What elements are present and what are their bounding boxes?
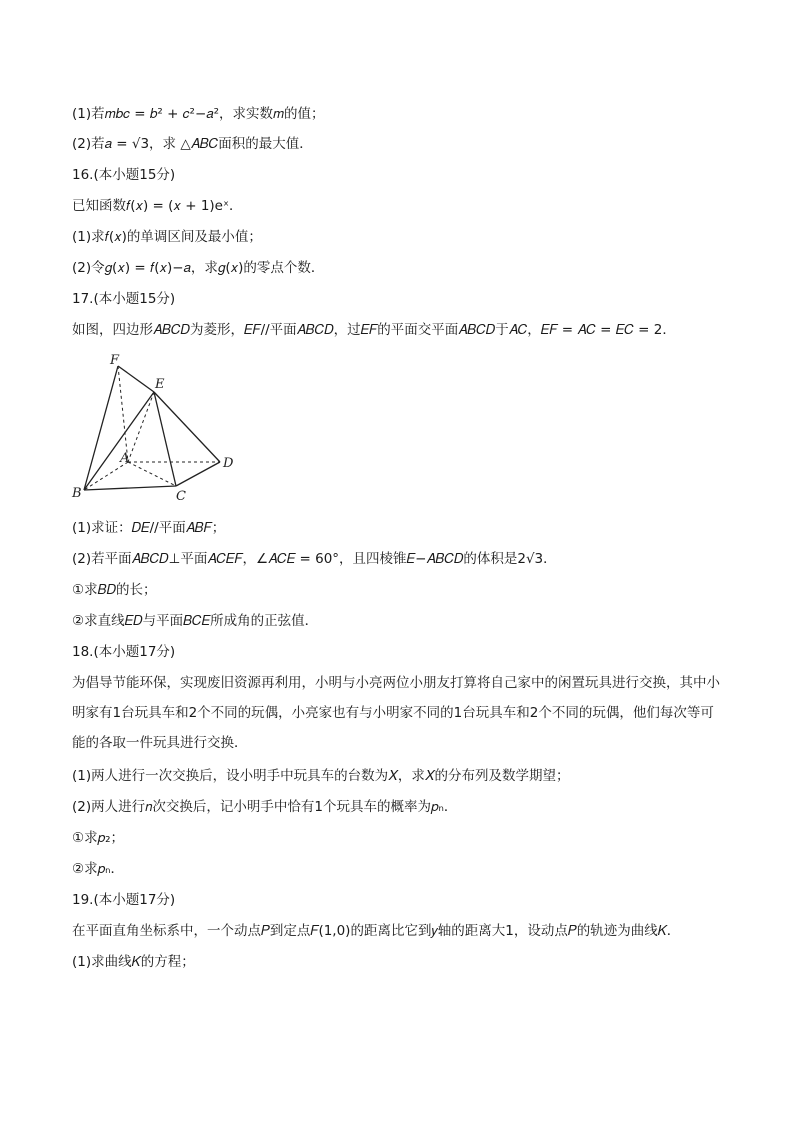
q15-part1: (1)若𝑚𝑏𝑐 = 𝑏² + 𝑐²−𝑎²，求实数𝑚的值； xyxy=(72,106,325,122)
q18-part2: (2)两人进行𝑛次交换后，记小明手中恰有1个玩具车的概率为𝑝ₙ． xyxy=(72,799,458,815)
label-A: A xyxy=(120,451,130,466)
q19-part1: (1)求曲线𝐾的方程； xyxy=(72,954,195,970)
pyramid-diagram xyxy=(70,352,240,502)
edge-EB xyxy=(84,392,154,490)
label-D: D xyxy=(223,456,234,471)
q17-part2: (2)若平面𝐴𝐵𝐶𝐷⊥平面𝐴𝐶𝐸𝐹，∠𝐴𝐶𝐸 = 60°，且四棱锥𝐸−𝐴𝐵𝐶𝐷的体积是2√3． xyxy=(72,551,557,567)
edge-FB xyxy=(84,366,118,490)
edge-BC xyxy=(84,486,176,490)
edge-AC xyxy=(128,462,176,486)
q16-stem: 已知函数𝑓(𝑥) = (𝑥 + 1)eˣ． xyxy=(72,198,243,214)
q18-stem: 为倡导节能环保，实现废旧资源再利用，小明与小亮两位小朋友打算将自己家中的闲置玩具进行交换，其中小明家有1台玩具车和2个不同的玩偶，小亮家也有与小明家不同的1台玩具车和2个不同的玩偶，他们每次等可能的各取一件玩具进行交换． xyxy=(72,675,720,751)
q16-header: 16.(本小题15分) xyxy=(72,167,176,183)
q18-part2-sub2: ②求𝑝ₙ． xyxy=(72,861,125,877)
edge-CD xyxy=(176,462,220,486)
q15-part2: (2)若𝑎 = √3，求 △𝐴𝐵𝐶面积的最大值． xyxy=(72,136,313,152)
edge-ED xyxy=(154,392,220,462)
q16-part1: (1)求𝑓(𝑥)的单调区间及最小值； xyxy=(72,229,262,245)
label-B: B xyxy=(72,486,82,501)
edge-EA xyxy=(128,392,154,462)
q16-part2: (2)令𝑔(𝑥) = 𝑓(𝑥)−𝑎，求𝑔(𝑥)的零点个数． xyxy=(72,260,325,276)
label-F: F xyxy=(110,353,120,368)
q17-part1: (1)求证：𝐷𝐸//平面𝐴𝐵𝐹； xyxy=(72,520,226,536)
edge-FA xyxy=(118,366,128,462)
q17-part2-sub1: ①求𝐵𝐷的长； xyxy=(72,582,157,598)
label-C: C xyxy=(176,489,186,502)
q19-header: 19.(本小题17分) xyxy=(72,892,176,908)
q19-stem: 在平面直角坐标系中，一个动点𝑃到定点𝐹(1,0)的距离比它到𝑦轴的距离大1，设动点𝑃的轨迹为曲线𝐾． xyxy=(72,923,681,939)
q17-header: 17.(本小题15分) xyxy=(72,291,176,307)
edge-EC xyxy=(154,392,176,486)
q18-header: 18.(本小题17分) xyxy=(72,644,176,660)
label-E: E xyxy=(155,377,165,392)
edge-FE xyxy=(118,366,154,392)
q18-part1: (1)两人进行一次交换后，设小明手中玩具车的台数为𝑋，求𝑋的分布列及数学期望； xyxy=(72,768,570,784)
pyramid-figure xyxy=(70,352,240,502)
q17-part2-sub2: ②求直线𝐸𝐷与平面𝐵𝐶𝐸所成角的正弦值． xyxy=(72,613,319,629)
q17-stem: 如图，四边形𝐴𝐵𝐶𝐷为菱形，𝐸𝐹//平面𝐴𝐵𝐶𝐷，过𝐸𝐹的平面交平面𝐴𝐵𝐶𝐷于𝐴𝐶，𝐸𝐹 = 𝐴𝐶 = 𝐸𝐶 = 2． xyxy=(72,322,676,338)
q18-part2-sub1: ①求𝑝₂； xyxy=(72,830,125,846)
